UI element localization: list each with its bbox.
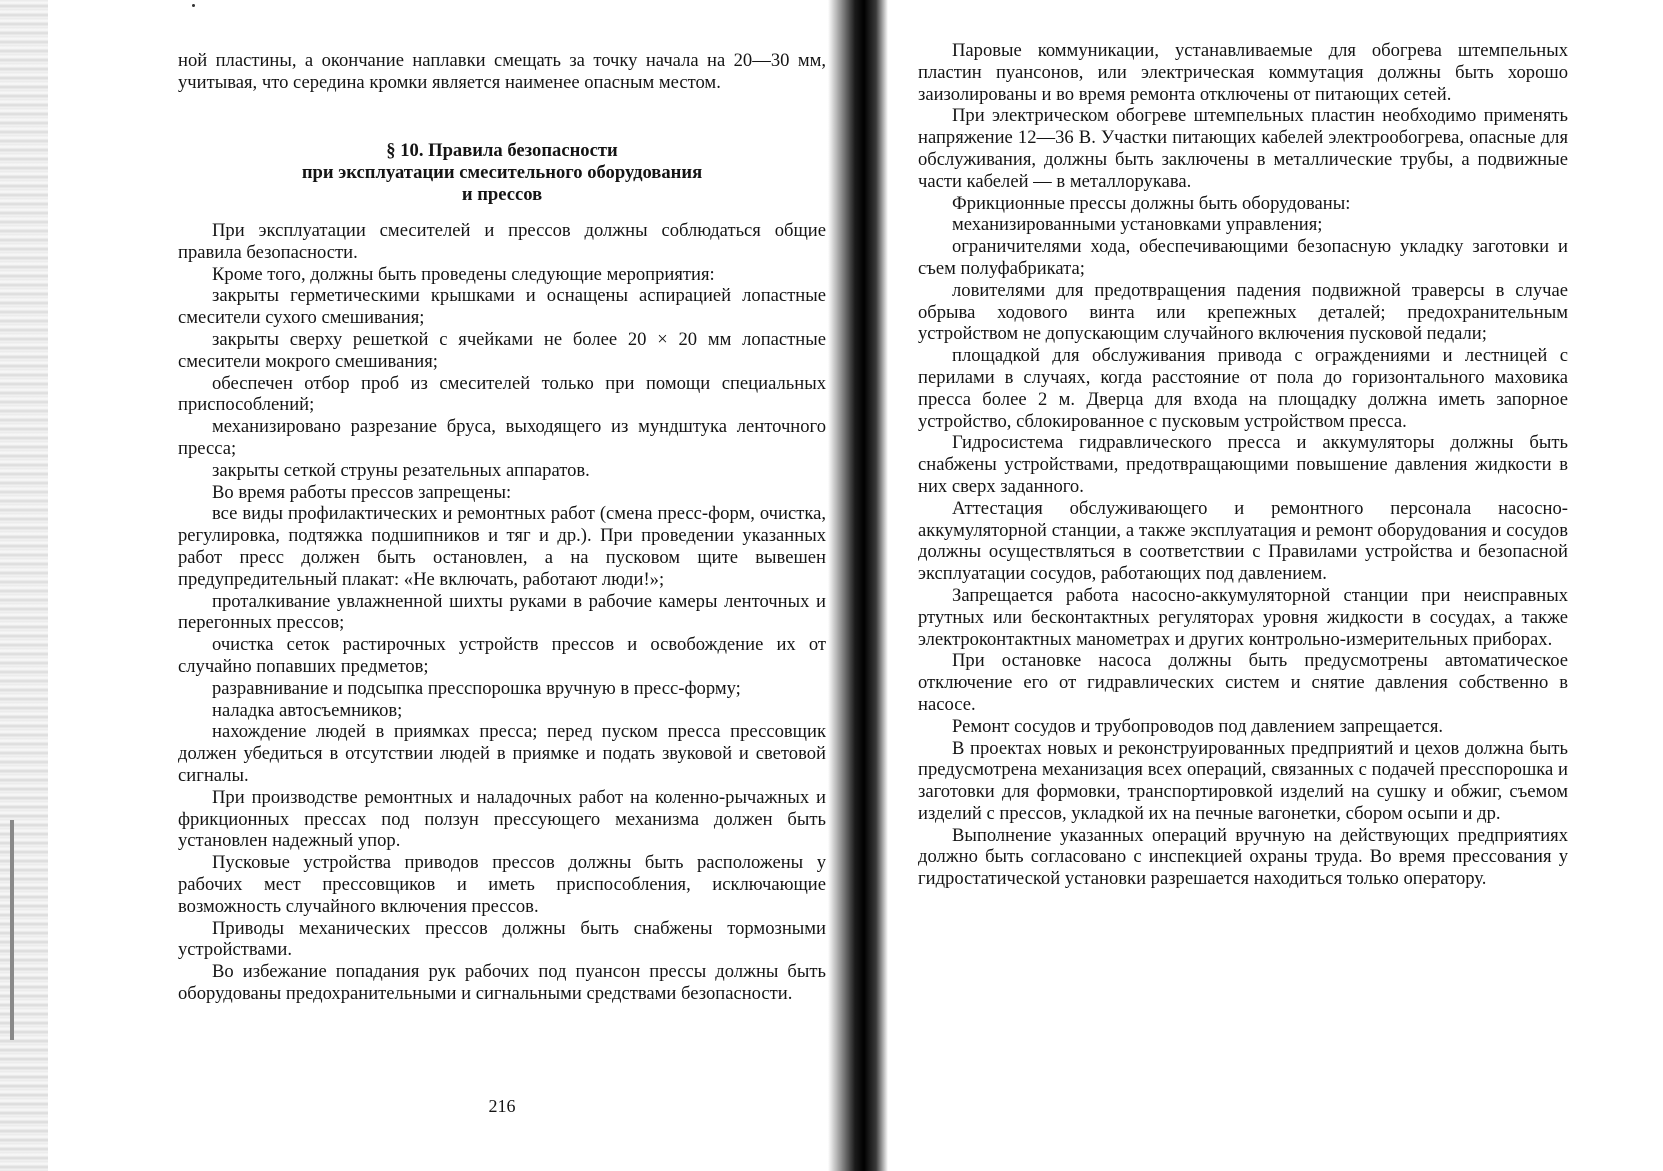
paragraph: закрыты сверху решеткой с ячейками не более 20 × 20 мм лопастные смесители мокрого смешивания;: [178, 328, 826, 372]
paragraph: Приводы механических прессов должны быть снабжены тормозными устройствами.: [178, 917, 826, 961]
paragraph: проталкивание увлажненной шихты руками в рабочие камеры ленточных и перегонных прессов;: [178, 590, 826, 634]
paragraph: ограничителями хода, обеспечивающими безопасную укладку заготовки и съем полуфабриката;: [918, 236, 1568, 279]
paragraph: Кроме того, должны быть проведены следующие мероприятия:: [212, 263, 715, 285]
scan-artifact: [10, 820, 14, 1040]
paragraph: Пусковые устройства приводов прессов должны быть расположены у рабочих мест прессовщиков и иметь приспособления, исключающие возможность случайного включения прессов.: [178, 852, 826, 917]
book-gutter-shadow: [828, 0, 888, 1171]
heading-line: § 10. Правила безопасности: [386, 140, 618, 161]
paragraph: нахождение людей в приямках пресса; перед пуском пресса прессовщик должен убедиться в отсутствии людей в приямке и подать звуковой и световой сигналы.: [178, 721, 826, 786]
paragraph: механизировано разрезание бруса, выходящего из мундштука ленточного пресса;: [178, 416, 826, 459]
paragraph: закрыты герметическими крышками и оснащены аспирацией лопастные смесители сухого смешивания;: [178, 285, 826, 329]
paragraph: При электрическом обогреве штемпельных пластин необходимо применять напряжение 12—36 В. Участки питающих кабелей электрообогрева, опасные для обслуживания, должны быть заключены в металлические трубы, а подвижные части кабелей — в металлорукава.: [918, 105, 1568, 192]
right-page: [918, 0, 1568, 1171]
paragraph: ловителями для предотвращения падения подвижной траверсы в случае обрыва ходового винта или крепежных деталей; предохранительным устройством не допускающим случайного включения пусковой педали;: [918, 279, 1568, 345]
heading-line: и прессов: [461, 184, 543, 205]
paragraph: Запрещается работа насосно-аккумуляторной станции при неисправных ртутных или бесконтактных регуляторах уровня жидкости в сосудах, а также электроконтактных манометрах и других контрольно-измерительных приборах.: [918, 584, 1568, 650]
left-page-body: [178, 220, 826, 1005]
paragraph: В проектах новых и реконструированных предприятий и цехов должна быть предусмотрена механизация всех операций, связанных с подачей пресспорошка и заготовки для формовки, транспортировкой изделий на сушку и обжиг, съемом изделий с прессов, укладкой их на печные вагонетки, сбором осыпи и др.: [918, 737, 1568, 824]
paragraph: Аттестация обслуживающего и ремонтного персонала насосно-аккумуляторной станции, а также эксплуатация и ремонт оборудования и сосудов должны осуществляться в соответствии с Правилами устройства и безопасной эксплуатации сосудов, работающих под давлением.: [918, 497, 1568, 585]
paragraph: Паровые коммуникации, устанавливаемые для обогрева штемпельных пластин пуансонов, или электрическая коммутация должны быть хорошо заизолированы и во время ремонта отключены от питающих сетей.: [918, 40, 1568, 105]
paragraph: Выполнение указанных операций вручную на действующих предприятиях должно быть согласовано с инспекцией охраны труда. Во время прессования у гидростатической установки разрешается находиться только оператору.: [918, 824, 1568, 890]
paragraph: разравнивание и подсыпка пресспорошка вручную в пресс-форму;: [212, 677, 741, 699]
paragraph: Гидросистема гидравлического пресса и аккумуляторы должны быть снабжены устройствами, предотвращающими повышение давления жидкости в них сверх заданного.: [918, 432, 1568, 497]
paragraph: ной пластины, а окончание наплавки смещать за точку начала на 20—30 мм, учитывая, что середина кромки является наименее опасным местом.: [178, 50, 826, 93]
paragraph: Во избежание попадания рук рабочих под пуансон прессы должны быть оборудованы предохранительными и сигнальными средствами безопасности.: [178, 961, 826, 1004]
paragraph: все виды профилактических и ремонтных работ (смена пресс-форм, очистка, регулировка, подтяжка подшипников и тяг и др.). При проведении указанных работ пресс должен быть остановлен, а на пусковом щите вывешен предупредительный плакат: «Не включать, работают люди!»;: [178, 503, 826, 590]
paragraph: Во время работы прессов запрещены:: [212, 481, 512, 503]
scan-left-edge: [0, 0, 48, 1171]
paragraph: При остановке насоса должны быть предусмотрены автоматическое отключение его от гидравлических систем и снятие давления собственно в насосе.: [918, 650, 1568, 715]
heading-line: при эксплуатации смесительного оборудования: [301, 162, 703, 183]
paragraph: закрыты сеткой струны резательных аппаратов.: [212, 459, 590, 481]
paragraph: площадкой для обслуживания привода с ограждениями и лестницей с перилами в случаях, когда расстояние от пола до горизонтального маховика пресса более 2 м. Дверца для входа на площадку должна иметь запорное устройство, сблокированное с пусковым устройством пресса.: [918, 345, 1568, 432]
paragraph: При производстве ремонтных и наладочных работ на коленно-рычажных и фрикционных прессах под ползун прессующего механизма должен быть установлен надежный упор.: [178, 786, 826, 852]
paragraph: наладка автосъемников;: [212, 699, 403, 721]
left-page: [178, 0, 826, 1171]
page-number: 216: [488, 1096, 516, 1116]
paragraph: очистка сеток растирочных устройств прессов и освобождение их от случайно попавших предметов;: [178, 634, 826, 677]
paragraph: обеспечен отбор проб из смесителей только при помощи специальных приспособлений;: [178, 372, 826, 416]
paragraph: При эксплуатации смесителей и прессов должны соблюдаться общие правила безопасности.: [178, 220, 826, 263]
right-page-body: [918, 40, 1568, 890]
section-heading: [178, 140, 826, 206]
paragraph: механизированными установками управления;: [952, 214, 1323, 236]
continuation-text: [178, 50, 826, 94]
paragraph: Ремонт сосудов и трубопроводов под давлением запрещается.: [952, 715, 1444, 737]
paragraph: Фрикционные прессы должны быть оборудованы:: [952, 192, 1351, 214]
